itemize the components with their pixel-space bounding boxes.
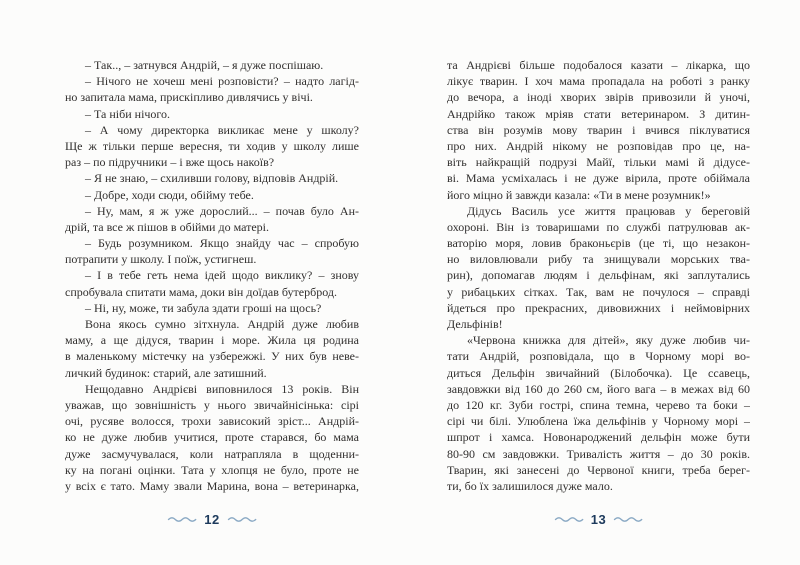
- text-line: – Так.., – затнувся Андрій, – я дуже поспішаю.: [85, 58, 324, 72]
- wave-ornament-icon: [554, 515, 584, 523]
- text-line: Андрійко також мріяв стати ветеринаром. З дитин-: [447, 106, 750, 121]
- text-line: – Добре, ходи сюди, обійму тебе.: [85, 187, 254, 202]
- text-line: охороні. Він із товаришами по службі патрулював ак-: [447, 219, 750, 234]
- text-line: Тварин, які занесені до Червоної книги, треба берег-: [447, 462, 750, 477]
- text-line: – Та ніби нічого.: [85, 106, 171, 121]
- text-line: та Андрієві більше подобалося казати – лікарка, що: [447, 58, 750, 72]
- text-line: – Будь розумником. Якщо знайду час – спробую: [85, 236, 359, 251]
- wave-ornament-icon: [227, 515, 257, 523]
- text-line: спробувала спитати мама, доки він доїдав бутерброд.: [65, 284, 337, 299]
- text-line: очі, русяве волосся, трохи зависокий зріст... Андрій-: [65, 414, 359, 429]
- text-line: – І в тебе геть нема ідей щодо виклику? – знову: [85, 268, 359, 283]
- wave-ornament-icon: [613, 515, 643, 523]
- text-line: про них. Андрій нікому не розповідав про це, на-: [447, 138, 750, 153]
- page-number: 13: [590, 511, 607, 527]
- text-line: йдеться про прекрасних, дивовижних і неймовірних: [447, 300, 750, 315]
- page-number: 12: [204, 511, 220, 527]
- text-line: Нещодавно Андрієві виповнилося 13 років. Він: [85, 381, 359, 396]
- text-line: – Нічого не хочеш мені розповісти? – надто лагід-: [85, 74, 359, 89]
- text-line: завдовжки від 160 до 260 см, його вага – в межах від 60: [447, 381, 750, 396]
- text-line: до вечора, а іноді хворих звірів привозили й уночі,: [447, 90, 750, 105]
- text-line: Ще ж тільки перше вересня, ти ходив у школу лише: [65, 138, 359, 153]
- text-line: «Червона книжка для дітей», яку дуже любив чи-: [467, 333, 750, 348]
- right-page-footer: [447, 508, 750, 530]
- text-line: – Ну, мам, я ж уже дорослий... – почав було Ан-: [85, 203, 359, 218]
- text-line: у всіх є тато. Маму звали Марина, вона – ветеринарка,: [65, 478, 359, 493]
- text-line: – Ні, ну, може, ти забула здати гроші на щось?: [85, 300, 322, 315]
- text-line: но виловлювали рибу та знищували морських тва-: [447, 252, 750, 267]
- text-line: шпрот і хамса. Новонароджений дельфін може бути: [447, 430, 750, 445]
- text-line: но запитала мама, прискіпливо дивлячись у вічі.: [65, 90, 313, 105]
- wave-ornament-icon: [167, 515, 197, 523]
- right-page-text: [447, 57, 750, 494]
- text-line: віть найкращій подрузі Майї, тільки мамі й дідусе-: [447, 155, 750, 170]
- text-line: ства він розумів мову тварин і вчився піклуватися: [447, 122, 750, 137]
- text-line: уважав, що зовнішність у нього звичайнісінька: сірі: [65, 397, 359, 412]
- text-line: ваторію моря, ловив браконьєрів (це ті, що незакон-: [447, 236, 750, 251]
- text-line: потрапити у школу. І поїж, устигнеш.: [65, 252, 257, 267]
- text-line: лікує тварин. І хоч мама пропадала на роботі з ранку: [447, 74, 750, 89]
- text-line: сірі чи білі. Улюблена їжа дельфінів у Чорному морі –: [447, 414, 750, 429]
- text-line: раз – по підручники – і вже щось накоїв?: [65, 155, 275, 170]
- left-page-text: [65, 57, 359, 494]
- text-line: ку на погані оцінки. Тата у хлопця не було, проте не: [65, 462, 359, 477]
- text-line: – А чому директорка викликає мене у школу?: [85, 122, 359, 137]
- text-line: диться Дельфін звичайний (Білобочка). Це ссавець,: [447, 365, 750, 380]
- text-line: у рибацьких сітках. Так, вам не почулося – справді: [447, 284, 750, 299]
- text-line: до 120 кг. Зуби гострі, спина темна, черево та боки –: [447, 397, 750, 412]
- text-line: 80-90 см завдовжки. Тривалість життя – до 30 років.: [447, 446, 750, 461]
- text-line: маму, а ще дідуся, тварин і море. Жила ця родина: [65, 333, 359, 348]
- text-line: – Я не знаю, – схиливши голову, відповів Андрій.: [85, 171, 339, 186]
- text-line: Дідусь Василь усе життя працював у береговій: [467, 203, 750, 218]
- text-line: ти, бо їх залишилося дуже мало.: [447, 478, 613, 493]
- text-line: його міцно й завжди казала: «Ти в мене розумник!»: [447, 187, 711, 202]
- text-line: рин), допомагав людям і дельфінам, які заплутались: [447, 268, 750, 283]
- text-line: ві. Мама усміхалась і не дуже вірила, проте обіймала: [447, 171, 750, 186]
- text-line: дуже засмучувалася, коли натрапляла в щоденни-: [65, 446, 359, 461]
- text-line: в маленькому містечку на узбережжі. У них був неве-: [65, 349, 359, 364]
- text-line: личкий будинок: старий, але затишний.: [65, 365, 267, 380]
- left-page-footer: [65, 508, 359, 530]
- text-line: дрій, та все ж пішов в обійми до матері.: [65, 219, 270, 234]
- text-line: тати Андрій, розповідала, що в Чорному морі во-: [447, 349, 750, 364]
- text-line: Дельфінів!: [447, 317, 503, 331]
- text-line: ко не дуже любив учитися, проте старався, бо мама: [65, 430, 359, 445]
- text-line: Вона якось сумно зітхнула. Андрій дуже любив: [85, 317, 359, 331]
